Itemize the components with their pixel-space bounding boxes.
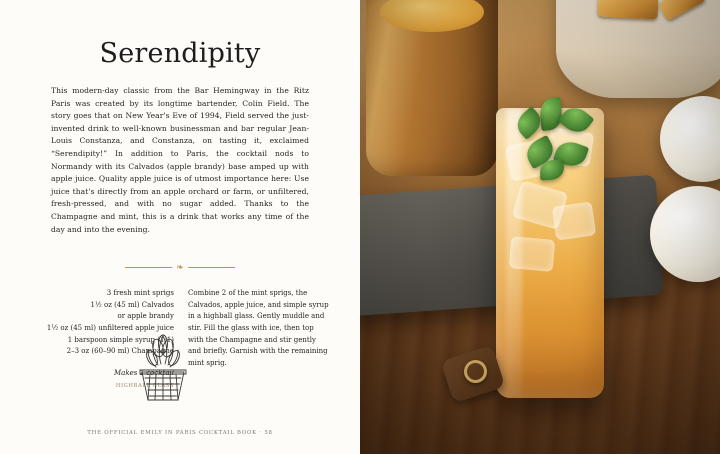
page-title: Serendipity bbox=[99, 38, 261, 69]
potato-wedge bbox=[597, 0, 658, 20]
mint-leaf bbox=[540, 160, 565, 181]
intro-paragraph: This modern-day classic from the Bar Hemingway in the Ritz Paris was created by its longtime bartender, Colin Field. The story goes that on New Year's Eve of 1994, Field served the just-invented drink to well-known businessman and bar regular Jean-Louis Constanza, and Constanza, on tasting it, exclaimed “Serendipity!” In addition to Paris, the cocktail nods to Normandy with its Calvados (apple brandy) base amped up with apple juice. Quality apple juice is of utmost importance here: Use juice that's directly from an apple orchard or farm, or unfiltered, fresh-pressed, and with no sugar added. Thanks to the Champagne and mint, this is a drink that works any time of the day and into the evening. bbox=[51, 86, 309, 234]
mint-leaf bbox=[538, 97, 563, 131]
copper-cup bbox=[366, 0, 498, 176]
mint-sprig-garnish bbox=[510, 98, 606, 184]
list-item: 3 fresh mint sprigs bbox=[106, 289, 174, 298]
cup-liquid bbox=[380, 0, 484, 32]
list-item: 1 barspoon simple syrup (1:1) bbox=[67, 335, 174, 344]
ice-cube bbox=[552, 201, 596, 240]
method-paragraph: Combine 2 of the mint sprigs, the Calvados, apple juice, and simple syrup in a highball glass. Gently muddle and stir. Fill the glass with ice, then top with the Champagne and stir gently and briefly. Garnish with the remaining mint sprig. bbox=[188, 289, 329, 367]
dipping-sauce-ramekin-upper bbox=[660, 96, 720, 182]
list-item: 1½ oz (45 ml) Calvados bbox=[90, 300, 174, 309]
serendipity-cocktail-photo bbox=[360, 0, 720, 454]
glassware-label: HIGHBALL GLASS bbox=[115, 383, 174, 390]
mint-basket-illustration bbox=[128, 330, 198, 406]
divider-ornament-icon: ❧ bbox=[172, 260, 188, 274]
list-item: 1½ oz (45 ml) unfiltered apple juice bbox=[46, 323, 174, 332]
right-photo-page bbox=[360, 0, 720, 454]
ice-cube bbox=[509, 236, 556, 272]
potato-wedges-bowl bbox=[556, 0, 720, 98]
section-divider bbox=[125, 258, 235, 276]
list-item: 2–3 oz (60–90 ml) Champagne bbox=[66, 347, 174, 356]
list-item: or apple brandy bbox=[117, 312, 174, 321]
brass-ring bbox=[464, 360, 487, 383]
yield-label: Makes 1 cocktail bbox=[114, 368, 174, 377]
page-footer: THE OFFICIAL EMILY IN PARIS COCKTAIL BOOK · 58 bbox=[87, 430, 273, 436]
potato-wedge bbox=[658, 0, 706, 21]
mint-leaf bbox=[558, 102, 595, 138]
